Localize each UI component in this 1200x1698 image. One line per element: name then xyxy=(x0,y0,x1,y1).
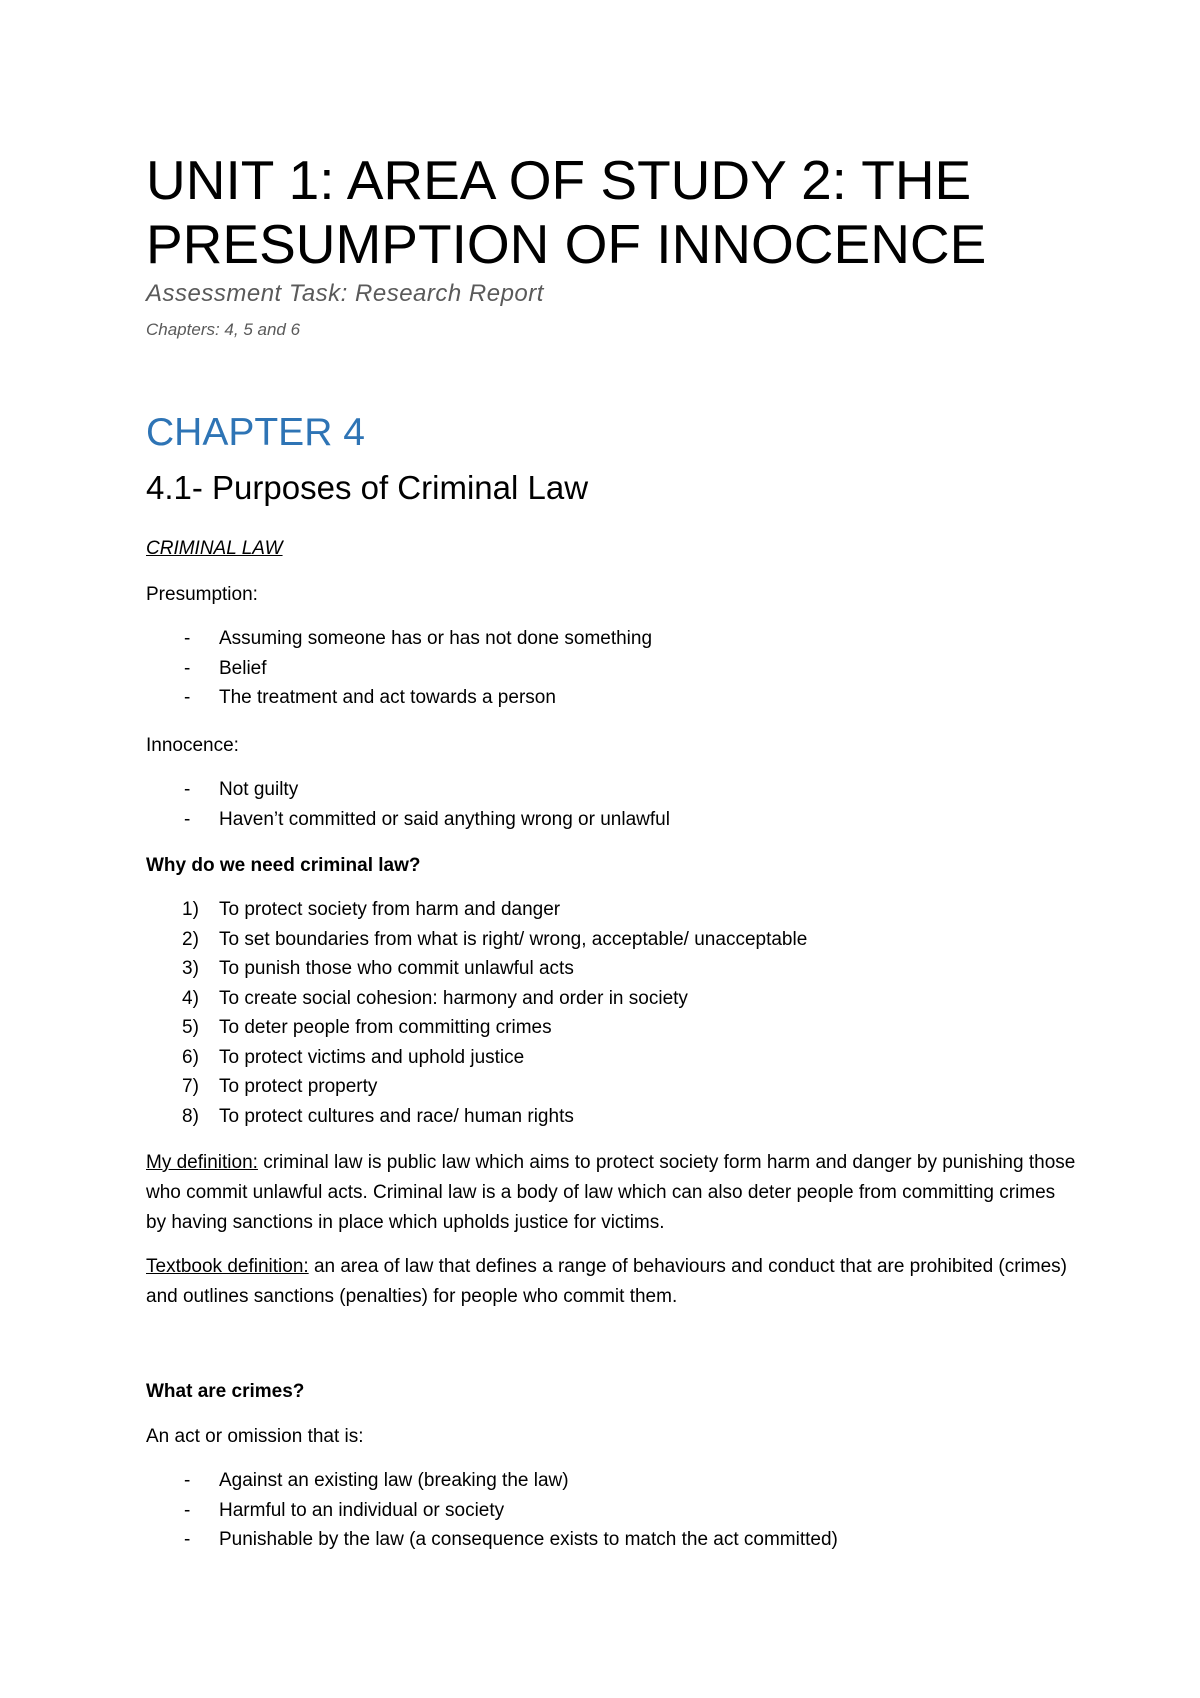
list-item-text: Assuming someone has or has not done something xyxy=(219,628,653,649)
list-number: 3) xyxy=(182,958,199,979)
list-item-text: To punish those who commit unlawful acts xyxy=(219,958,574,979)
list-item xyxy=(146,1102,807,1132)
list-item-text: Punishable by the law (a consequence exists to match the act committed) xyxy=(219,1529,838,1550)
dash-marker: - xyxy=(184,1529,191,1550)
crimes-list xyxy=(146,1466,838,1555)
list-item xyxy=(146,1072,807,1102)
section-heading: 4.1- Purposes of Criminal Law xyxy=(146,469,589,506)
dash-marker: - xyxy=(184,628,191,649)
textbook-definition-text: an area of law that defines a range of behaviours and conduct that are prohibited (crimes) and outlines sanctions (penalties) for people who commit them. xyxy=(146,1256,1068,1307)
list-item xyxy=(146,925,807,955)
list-number: 2) xyxy=(182,928,199,950)
list-item xyxy=(146,1525,838,1555)
why-list xyxy=(146,895,807,1131)
presumption-list xyxy=(146,624,652,713)
list-item-text: To protect cultures and race/ human rights xyxy=(219,1105,574,1127)
dash-marker: - xyxy=(184,687,191,708)
textbook-definition-paragraph xyxy=(146,1252,1076,1312)
list-item xyxy=(146,1466,838,1496)
list-item xyxy=(146,984,807,1014)
list-number: 5) xyxy=(182,1017,199,1038)
document-title: UNIT 1: AREA OF STUDY 2: THE PRESUMPTION OF INNOCENCE xyxy=(146,149,987,275)
list-number: 1) xyxy=(182,899,199,920)
my-definition-paragraph xyxy=(146,1148,1076,1238)
list-number: 7) xyxy=(182,1076,199,1097)
presumption-label: Presumption: xyxy=(146,584,258,605)
list-item xyxy=(146,624,652,654)
list-item xyxy=(146,1043,807,1073)
list-item xyxy=(146,895,807,925)
list-item-text: To protect society from harm and danger xyxy=(219,899,561,920)
dash-marker: - xyxy=(184,779,191,800)
criminal-law-label: CRIMINAL LAW xyxy=(146,538,283,559)
list-item xyxy=(146,654,652,684)
my-definition-text: criminal law is public law which aims to protect society form harm and danger by punishing those who commit unlawful acts. Criminal law is a body of law which can also deter people from committing crimes by having sanctions in place which upholds justice for victims. xyxy=(146,1152,1076,1233)
list-item-text: Belief xyxy=(219,657,267,679)
crimes-question: What are crimes? xyxy=(146,1381,305,1402)
my-definition-label: My definition: xyxy=(146,1152,258,1173)
list-item-text: To deter people from committing crimes xyxy=(219,1017,552,1038)
innocence-list xyxy=(146,775,670,834)
list-number: 4) xyxy=(182,987,199,1009)
list-item xyxy=(146,1496,838,1526)
list-item xyxy=(146,775,670,805)
list-item-text: To set boundaries from what is right/ wrong, acceptable/ unacceptable xyxy=(219,928,808,950)
dash-marker: - xyxy=(184,657,191,679)
dash-marker: - xyxy=(184,1499,191,1521)
list-item-text: To protect victims and uphold justice xyxy=(219,1046,525,1068)
textbook-definition-label: Textbook definition: xyxy=(146,1256,309,1277)
list-item-text: Harmful to an individual or society xyxy=(219,1499,505,1521)
list-item-text: To protect property xyxy=(219,1076,378,1097)
list-item-text: Haven’t committed or said anything wrong or unlawful xyxy=(219,808,670,830)
list-item-text: Against an existing law (breaking the law) xyxy=(219,1470,569,1491)
dash-marker: - xyxy=(184,1470,191,1491)
list-item-text: Not guilty xyxy=(219,779,299,800)
dash-marker: - xyxy=(184,808,191,830)
innocence-label: Innocence: xyxy=(146,735,239,756)
list-item xyxy=(146,683,652,713)
list-item-text: To create social cohesion: harmony and order in society xyxy=(219,987,688,1009)
chapter-heading: CHAPTER 4 xyxy=(146,411,365,454)
list-item xyxy=(146,805,670,835)
crimes-intro: An act or omission that is: xyxy=(146,1426,364,1447)
list-item xyxy=(146,1013,807,1043)
list-number: 6) xyxy=(182,1046,199,1068)
document-subtitle: Assessment Task: Research Report xyxy=(146,280,544,307)
list-item-text: The treatment and act towards a person xyxy=(219,687,556,708)
list-item xyxy=(146,954,807,984)
chapters-note: Chapters: 4, 5 and 6 xyxy=(146,320,301,339)
list-number: 8) xyxy=(182,1105,199,1127)
why-question: Why do we need criminal law? xyxy=(146,855,421,876)
